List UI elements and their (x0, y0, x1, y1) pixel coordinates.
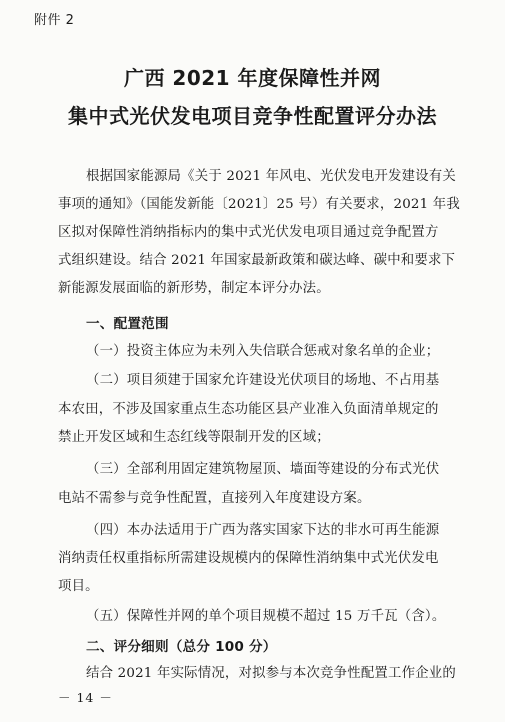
body-paragraph-line: 结合 2021 年实际情况，对拟参与本次竞争性配置工作企业的 (86, 666, 456, 681)
body-paragraph-line: 根据国家能源局《关于 2021 年风电、光伏发电开发建设有关 (86, 169, 456, 184)
page-number: － 14 － (58, 690, 113, 705)
section-heading-scope: 一、配置范围 (86, 316, 169, 332)
body-paragraph-line: 消纳责任权重指标所需建设规模内的保障性消纳集中式光伏发电 (58, 551, 439, 566)
body-paragraph-line: 区拟对保障性消纳指标内的集中式光伏发电项目通过竞争配置方 (58, 225, 439, 240)
body-paragraph-line: 本农田，不涉及国家重点生态功能区县产业准入负面清单规定的 (58, 402, 439, 417)
annex-label: 附件 2 (34, 13, 75, 28)
body-paragraph-line: （三）全部利用固定建筑物屋顶、墙面等建设的分布式光伏 (86, 462, 440, 477)
body-paragraph-line: （二）项目须建于国家允许建设光伏项目的场地、不占用基 (86, 373, 440, 388)
body-paragraph-line: 事项的通知》（国能发新能〔2021〕25 号）有关要求，2021 年我 (58, 197, 460, 212)
body-paragraph-line: （一）投资主体应为未列入失信联合惩戒对象名单的企业； (86, 344, 440, 359)
body-paragraph-line: 式组织建设。结合 2021 年国家最新政策和碳达峰、碳中和要求下 (58, 253, 456, 268)
document-title-line-2: 集中式光伏发电项目竞争性配置评分办法 (68, 104, 437, 128)
body-paragraph-line: （五）保障性并网的单个项目规模不超过 15 万千瓦（含）。 (86, 609, 446, 624)
body-paragraph-line: 项目。 (58, 579, 99, 594)
body-paragraph-line: 电站不需参与竞争性配置，直接列入年度建设方案。 (58, 491, 371, 506)
body-paragraph-line: （四）本办法适用于广西为落实国家下达的非水可再生能源 (86, 523, 440, 538)
body-paragraph-line: 新能源发展面临的新形势，制定本评分办法。 (58, 281, 330, 296)
body-paragraph-line: 禁止开发区域和生态红线等限制开发的区域； (58, 430, 330, 445)
document-title-line-1: 广西 2021 年度保障性并网 (123, 66, 382, 90)
section-heading-scoring: 二、评分细则（总分 100 分） (86, 639, 277, 655)
